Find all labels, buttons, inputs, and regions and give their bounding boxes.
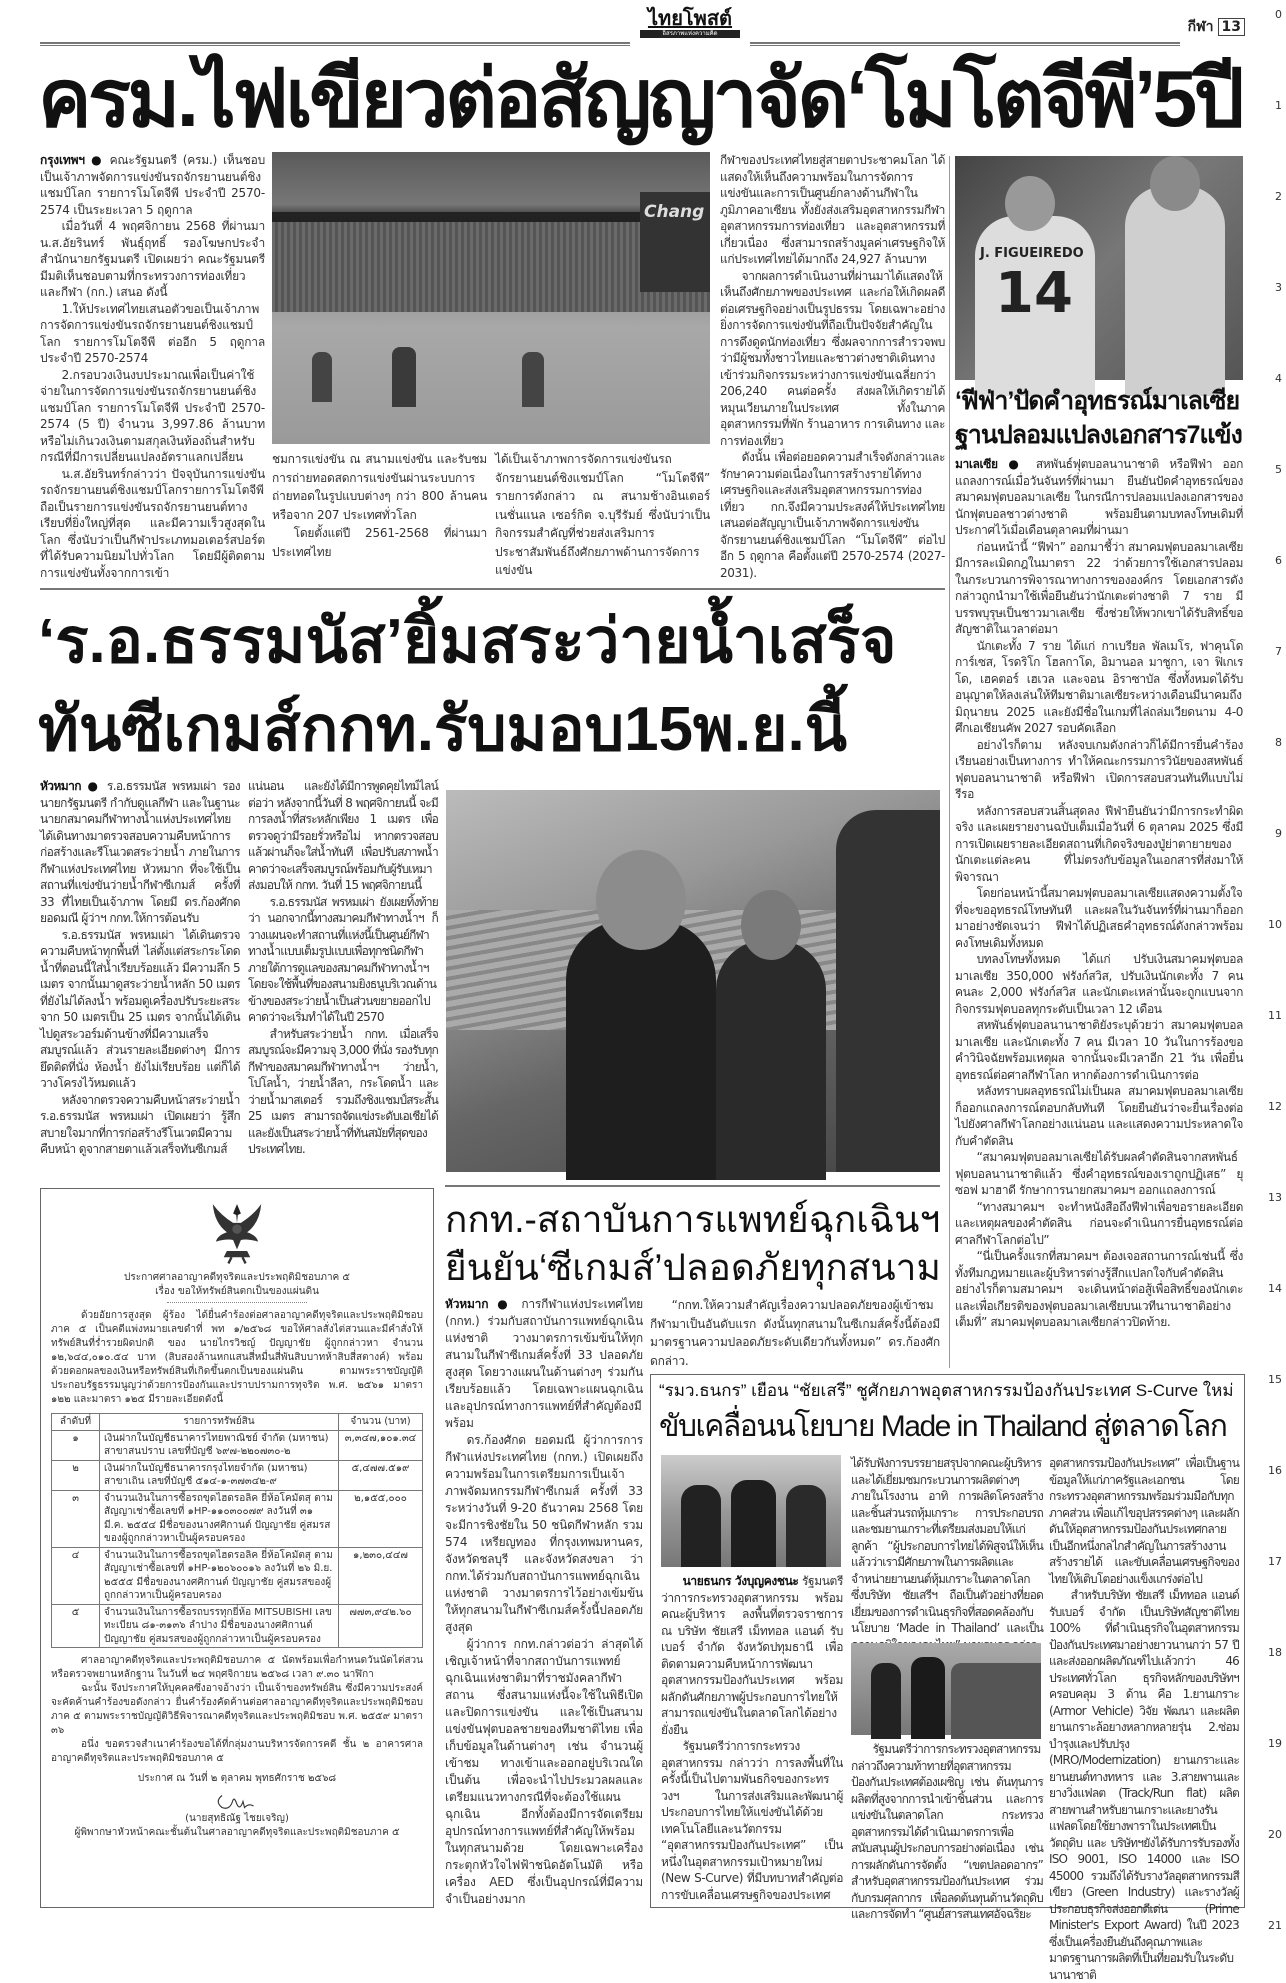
pool-col-1: หัวหมาก ● ร.อ.ธรรมนัส พรหมเผ่า รองนายกรัฐมนตรี กำกับดูแลกีฬา และในฐานะนายกสมาคมกีฬาทางน้ำแห่งประเทศไทย ได้เดินทางมาตรวจสอบความคืบหน้าการก่อสร้างและรีโนเวตสระว่ายน้ำ ภายในการกีฬาแห่งประเทศไทย หัวหมาก ที่จะใช้เป็นสถานที่แข่งขันว่ายน้ำกีฬาซีเกมส์ ครั้งที่ 33 ที่ไทยเป็นเจ้าภาพ โดยมี ดร.ก้องศักด ยอดมณี ผู้ว่าฯ กกท.ให้การต้อนรับ ร.อ.ธรรมนัส พรหมเผ่า ได้เดินตรวจความคืบหน้าทุกพื้นที่ ไล่ตั้งแต่สระกระโดดน้ำที่ตอนนี้ใส่น้ำเรียบร้อยแล้ว มีความลึก 5 เมตร จากนั้นมาดูสระว่ายน้ำหลัก 50 เมตร ที่ยังไม่ได้ลงน้ำ พร้อมดูเครื่องปรับระยะสระจาก 50 เมตรเป็น 25 เมตร จากนั้นได้เดินไปดูสระวอร์มด้านข้างที่มีความเสร็จสมบูรณ์แล้ว ส่วนรายละเอียดต่างๆ มีการยึดติดที่นั่ง ห้องน้ำ ยังไม่เรียบร้อย แต่ก็ได้วางโครงไว้หมดแล้ว หลังจากตรวจความคืบหน้าสระว่ายน้ำ ร.อ.ธรรมนัส พรหมเผ่า เปิดเผยว่า รู้สึกสบายใจมากที่การก่อสร้างรีโนเวตมีความคืบหน้า ดูจากสายตาแล้วเสร็จทันซีเกมส์ — [40, 779, 241, 1156]
line-number: 20 — [1268, 1828, 1282, 1841]
line-number: 3 — [1275, 281, 1282, 294]
masthead-rule — [40, 42, 630, 46]
asset-item: จำนวนเงินในการซื้อรถบรรทุกยี่ห้อ MITSUBISHI เลขทะเบียน ๘๑-๓๑๓๖ ลำปาง มีชื่อของนางศศิกานต์ ปัญญาชัย คู่สมรสของผู้ถูกกล่าวหาเป็นผู้ครอบครอง — [100, 1604, 339, 1648]
table-row — [52, 1460, 423, 1490]
line-number: 13 — [1268, 1191, 1282, 1204]
pool-headline: ‘ร.อ.ธรรมนัส’ยิ้มสระว่ายน้ำเสร็จ ทันซีเกมส์กกท.รับมอบ15พ.ย.นี้ — [38, 607, 897, 764]
asset-item: จำนวนเงินในการซื้อรถขุดไฮดรอลิค ยี่ห้อโคมัตสุ ตามสัญญาเช่าซื้อเลขที่ ๑HP-๑๒๐๖๐๐๑๖ ลงวันที่ ๒๖ มิ.ย. ๒๕๕๕ มีชื่อของนางศศิกานต์ ปัญญาชัย คู่สมรสของผู้ถูกกล่าวหาเป็นผู้ครอบครอง — [100, 1547, 339, 1604]
line-number: 18 — [1268, 1646, 1282, 1659]
medical-col-2: “กกท.ให้ความสำคัญเรื่องความปลอดภัยของผู้เข้าชมกีฬามาเป็นอันดับแรก ดังนั้นทุกสนามในซีเกมส์ครั้งนี้ต้องมีมาตรฐานความปลอดภัยระดับเดียวกันทั้งหมด” ดร.ก้องศักดกล่าว. — [650, 1298, 940, 1368]
main-headline: ครม.ไฟเขียวต่อสัญญาจัด‘โมโตจีพี’5ปี — [38, 54, 1242, 143]
motogp-col-1: กรุงเทพฯ ● คณะรัฐมนตรี (ครม.) เห็นชอบเป็นเจ้าภาพจัดการแข่งขันรถจักรยานยนต์ชิงแชมป์โลก รายการโมโตจีพี ประจำปี 2570-2574 เป็นระยะเวลา 5 ฤดูกาล เมื่อวันที่ 4 พฤศจิกายน 2568 ที่ผ่านมา น.ส.อัยรินทร์ พันธุ์ฤทธิ์ รองโฆษกประจำสำนักนายกรัฐมนตรี เปิดเผยว่า คณะรัฐมนตรีมีมติเห็นชอบตามที่กระทรวงการท่องเที่ยวและกีฬา (กก.) เสนอ ดังนี้ 1.ให้ประเทศไทยเสนอตัวขอเป็นเจ้าภาพการจัดการแข่งขันรถจักรยานยนต์ชิงแชมป์โลก รายการโมโตจีพี ต่ออีก 5 ฤดูกาล ประจำปี 2570-2574 2.กรอบวงเงินงบประมาณเพื่อเป็นค่าใช้จ่ายในการจัดการแข่งขันรถจักรยานยนต์ชิงแชมป์โลก รายการโมโตจีพี ประจำปี 2570-2574 (5 ปี) จำนวน 3,997.86 ล้านบาท หรือไม่เกินวงเงินตามสกุลเงินท้องถิ่นสำหรับกรณีที่มีการเปลี่ยนแปลงอัตราแลกเปลี่ยน น.ส.อัยรินทร์กล่าวว่า ปัจจุบันการแข่งขันรถจักรยานยนต์ชิงแชมป์โลกรายการโมโตจีพี ถือเป็นรายการแข่งขันรถจักรยานยนต์ทางเรียบที่ยิ่งใหญ่ที่สุด และมีความเร็วสูงสุดในโลก ซึ่งนับว่าเป็นกีฬาประเภทมอเตอร์สปอร์ตที่ได้รับความนิยมไปทั่วโลก โดยมีผู้ติดตามการแข่งขันทั้งจากการเข้า — [40, 153, 265, 580]
pool-inspection-photo — [446, 790, 940, 1172]
football-players-photo — [955, 156, 1243, 380]
asset-no: ๕ — [52, 1604, 100, 1648]
line-number: 14 — [1268, 1282, 1282, 1295]
industry-col-2b: รัฐมนตรีว่าการกระทรวงอุตสาหกรรม กล่าวถึงความท้าทายที่อุตสาหกรรมป้องกันประเทศต้องเผชิญ เช่น ต้นทุนการผลิตที่สูงจากการนำเข้าชิ้นส่วน และการแข่งขันในตลาดโลก กระทรวงอุตสาหกรรมได้ดำเนินมาตรการเพื่อสนับสนุนผู้ประกอบการอย่างต่อเนื่อง เช่น การผลักดันการจัดตั้ง “เขตปลอดอากร” สำหรับอุตสาหกรรมป้องกันประเทศ ร่วมกับกรมศุลกากร เพื่อลดต้นทุนด้านวัตถุดิบ และการจัดทำ “ศูนย์สารสนเทศอัจฉริยะ — [851, 1742, 1043, 1921]
industry-kicker: “รมว.ธนกร” เยือน “ชัยเสรี” ชูศักยภาพอุตสาหกรรมป้องกันประเทศ S-Curve ใหม่ — [659, 1381, 1234, 1400]
fifa-headline: ‘ฟีฟ่า’ปัดคำอุทธรณ์มาเลเซีย ฐานปลอมแปลงเอกสาร7แข้ง — [955, 387, 1242, 449]
line-number: 7 — [1275, 645, 1282, 658]
garuda-emblem-icon — [209, 1201, 265, 1265]
factory-visit-photo-2 — [851, 1643, 1041, 1735]
line-number: 1 — [1275, 99, 1282, 112]
motogp-col-3: ได้เป็นเจ้าภาพการจัดการแข่งขันรถจักรยานยนต์ชิงแชมป์โลก “โมโตจีพี” รายการดังกล่าว ณ สนามช้างอินเตอร์เนชั่นแนล เซอร์กิต จ.บุรีรัมย์ ซึ่งนับว่าเป็นกิจกรรมสำคัญที่ช่วยส่งเสริมการประชาสัมพันธ์ถึงศักยภาพด้านการจัดการแข่งขัน — [495, 452, 710, 577]
line-number: 19 — [1268, 1737, 1282, 1750]
line-number: 4 — [1275, 372, 1282, 385]
industry-col-2a: ได้รับฟังการบรรยายสรุปจากคณะผู้บริหาร และได้เยี่ยมชมกระบวนการผลิตต่างๆ ภายในโรงงาน อาทิ การผลิตโครงสร้างและชิ้นส่วนรถหุ้มเกราะ การประกอบรถ และชมยานเกราะที่เตรียมส่งมอบให้แก่ลูกค้า “ผู้ประกอบการไทยได้พิสูจน์ให้เห็นแล้วว่าเรามีศักยภาพในการผลิตและจำหน่ายยานยนต์หุ้มเกราะในตลาดโลก ซึ่งบริษัท ชัยเสรีฯ ถือเป็นตัวอย่างที่ยอดเยี่ยมของการดำเนินธุรกิจที่สอดคล้องกับนโยบาย ‘Made in Thailand’ และเป็น — [851, 1456, 1043, 1635]
industry-headline: ขับเคลื่อนนโยบาย Made in Thailand สู่ตลาดโลก — [659, 1410, 1227, 1443]
fifa-body: มาเลเซีย ● สหพันธ์ฟุตบอลนานาชาติ หรือฟีฟ่า ออกแถลงการณ์เมื่อวันจันทร์ที่ผ่านมา ยืนยันปัดคำอุทธรณ์ของสมาคมฟุตบอลมาเลเซีย ในกรณีการปลอมแปลงเอกสารของนักฟุตบอลชาวต่างชาติ พร้อมยืนตามบทลงโทษเดิมที่ประกาศไว้เมื่อเดือนตุลาคมที่ผ่านมา ก่อนหน้านี้ “ฟีฟ่า” ออกมาชี้ว่า สมาคมฟุตบอลมาเลเซีย มีการละเมิดกฎในมาตรา 22 ว่าด้วยการใช้เอกสารปลอม ในกระบวนการพิจารณาทางการขององค์กร โดยเอกสารดังกล่าวถูกนำมาใช้เพื่อยืนยันว่านักเตะต่างชาติ 7 ราย มีบรรพบุรุษเป็นชาวมาเลเซีย ซึ่งช่วยให้พวกเขาได้รับสิทธิ์ขอสัญชาติในเวลาต่อมา นักเตะทั้ง 7 ราย ได้แก่ กาเบรียล พัลเมโร, ฟาคุนโด การ์เซส, โรดริโก โฮลกาโด, อิมานอล มาชูกา, เจา ฟิเกเรโด, เฮคตอร์ เฮเวล และจอน อิราซาบัล ซึ่งทั้งหมดได้รับอนุญาตให้ลงเล่นให้ทีมชาติมาเลเซียระหว่างเดือนมีนาคมถึงมิถุนายน 2025 และยังมีชื่อในเกมที่ไล่ถล่มเวียดนาม 4-0 ศึกเอเชียนคัพ 2027 รอบคัดเลือก อย่างไรก็ตาม หลังจบเกมดังกล่าวก็ได้มีการยื่นคำร้องเรียนอย่างเป็นทางการ ทำให้คณะกรรมการวินัยของสหพันธ์ฟุตบอลนานาชาติ หรือฟีฟ่า เปิดการสอบสวนทันทีแบบไม่รีรอ หลังการสอบสวนสิ้นสุดลง ฟีฟ่ายืนยันว่ามีการกระทำผิดจริง และเผยรายงานฉบับเต็มเมื่อวันที่ 6 ตุลาคม 2025 ซึ่งมีการเปิดเผยรายละเอียดสถานที่เกิดจริงของปู่ย่าตายายของนักเตะแต่ละคน ที่ไม่ตรงกับข้อมูลในเอกสารที่ส่งมาให้พิจารณา โดยก่อนหน้านี้สมาคมฟุตบอลมาเลเซียแสดงความตั้งใจที่จะขออุทธรณ์โทษทันที และผลในวันจันทร์ที่ผ่านมาก็ออกมาอย่างชัดเจนว่า ฟีฟ่าได้ปฏิเสธคำอุทธรณ์ดังกล่าวพร้อมคงโทษเดิมทั้งหมด บทลงโทษทั้งหมด ได้แก่ ปรับเงินสมาคมฟุตบอลมาเลเซีย 350,000 ฟรังก์สวิส, ปรับเงินนักเตะทั้ง 7 คน คนละ 2,000 ฟรังก์สวิส และนักเตะเหล่านั้นจะถูกแบนจากกิจกรรมฟุตบอลทุกระดับเป็นเวลา 12 เดือน สหพันธ์ฟุตบอลนานาชาติยังระบุด้วยว่า สมาคมฟุตบอลมาเลเซีย และนักเตะทั้ง 7 คน มีเวลา 10 วันในการร้องขอคำวินิจฉัยพร้อมเหตุผล จากนั้นจะมีเวลาอีก 21 วัน เพื่อยื่นอุทธรณ์ต่อศาลกีฬาโลก หากต้องการดำเนินการต่อ หลังทราบผลอุทธรณ์ไม่เป็นผล สมาคมฟุตบอลมาเลเซียก็ออกแถลงการณ์ตอบกลับทันที โดยยืนยันว่าจะยื่นเรื่องต่อไปยังศาลกีฬาโลกอย่างแน่นอน และแสดงความประหลาดใจกับคำตัดสิน “สมาคมฟุตบอลมาเลเซียได้รับผลคำตัดสินจากสหพันธ์ฟุตบอลนานาชาติแล้ว ซึ่งคำอุทธรณ์ของเราถูกปฏิเสธ” ยุซอฟ มาฮาดี รักษาการนายกสมาคมฯ ออกแถลงการณ์ “ทางสมาคมฯ จะทำหนังสือถึงฟีฟ่าเพื่อขอรายละเอียดและเหตุผลของคำตัดสิน ก่อนจะดำเนินการยื่นอุทธรณ์ต่อศาลกีฬาโลกต่อไป” “นี่เป็นครั้งแรกที่สมาคมฯ ต้องเจอสถานการณ์เช่นนี้ ซึ่งทั้งทีมกฎหมายและผู้บริหารต่างรู้สึกแปลกใจกับคำตัดสิน อย่างไรก็ตามสมาคมฯ จะเดินหน้าต่อสู้เพื่อสิทธิ์ของนักเตะ และเพื่อเกียรติของฟุตบอลมาเลเซียบนเวทีนานาชาติอย่างเต็มที่” สมาคมฟุตบอลมาเลเซียกล่าวปิดท้าย. — [955, 457, 1243, 1329]
jersey-name: J. FIGUEIREDO — [980, 246, 1084, 261]
line-number: 12 — [1268, 1100, 1282, 1113]
masthead — [40, 8, 1245, 48]
masthead-rule — [750, 42, 1180, 46]
table-row — [52, 1604, 423, 1648]
factory-visit-photo-1 — [661, 1455, 841, 1567]
sponsor-banner: Chang — [640, 192, 710, 292]
industry-col-3: อุตสาหกรรมป้องกันประเทศ” เพื่อเป็นฐานข้อมูลให้แก่ภาครัฐและเอกชน โดยกระทรวงอุตสาหกรรมพร้อมร่วมมือกับทุกภาคส่วน เพื่อแก้ไขอุปสรรคต่างๆ และผลักดันให้อุตสาหกรรมป้องกันประเทศกลายเป็นอีกหนึ่งกลไกสำคัญในการสร้างงาน สร้างรายได้ และขับเคลื่อนเศรษฐกิจของไทยให้เติบโตอย่างแข็งแกร่งต่อไป สำหรับบริษัท ชัยเสรี เม็ททอล แอนด์ รับเบอร์ จำกัด เป็นบริษัทสัญชาติไทย 100% ที่ดำเนินธุรกิจในอุตสาหกรรมป้องกันประเทศมาอย่างยาวนานกว่า 57 ปี และส่งออกผลิตภัณฑ์ไปแล้วกว่า 46 ประเทศทั่วโลก ธุรกิจหลักของบริษัทฯ ครอบคลุม 3 ด้าน คือ 1.ยานเกราะ (Armor Vehicle) วิจัย พัฒนา และผลิตยานเกราะล้อยางหลากหลายรุ่น 2.ซ่อมบำรุงและปรับปรุง (MRO/Modernization) ยานเกราะและยานยนต์ทางทหาร และ 3.สายพานและยางวิ่งแฟลต (Track/Run flat) ผลิตสายพานสำหรับยานเกราะและยางรันแฟลตโดยใช้ยางพาราในประเทศเป็นวัตถุดิบ และ บริษัทฯยังได้รับการรับรองทั้ง ISO 9001, ISO 14000 และ ISO 45000 รวมถึงได้รับรางวัลอุตสาหกรรมสีเขียว (Green Industry) และรางวัลผู้ประกอบธุรกิจส่งออกดีเด่น (Prime Minister's Export Award) ในปี 2023 ซึ่งเป็นเครื่องยืนยันถึงคุณภาพและมาตรฐานการผลิตที่เป็นที่ยอมรับในระดับนานาชาติ — [1049, 1456, 1239, 1982]
asset-no: ๓ — [52, 1490, 100, 1547]
line-number: 10 — [1268, 918, 1282, 931]
caption-name: นายธนกร วังบุญคงชนะ — [682, 1574, 799, 1588]
line-number: 0 — [1275, 8, 1282, 21]
motogp-col-2: ชมการแข่งขัน ณ สนามแข่งขัน และรับชมการถ่ายทอดสดการแข่งขันผ่านระบบการถ่ายทอดในรูปแบบต่างๆ กว่า 800 ล้านคน หรือจาก 207 ประเทศทั่วโลก โดยตั้งแต่ปี 2561-2568 ที่ผ่านมา ประเทศไทย — [272, 452, 487, 559]
line-number: 9 — [1275, 827, 1282, 840]
signature — [202, 1788, 272, 1812]
line-number: 8 — [1275, 736, 1282, 749]
industry-col-1: นายธนกร วังบุญคงชนะ รัฐมนตรีว่าการกระทรวงอุตสาหกรรม พร้อมคณะผู้บริหาร ลงพื้นที่ตรวจราชการ ณ บริษัท ชัยเสรี เม็ททอล แอนด์ รับเบอร์ จำกัด จังหวัดปทุมธานี เพื่อติดตามความคืบหน้าการพัฒนาอุตสาหกรรมป้องกันประเทศ พร้อมผลักดันศักยภาพผู้ประกอบการไทยให้สามารถแข่งขันในตลาดโลกได้อย่างยั่งยืน รัฐมนตรีว่าการกระทรวงอุตสาหกรรม กล่าวว่า การลงพื้นที่ในครั้งนี้เป็นไปตามพันธกิจของกระทรวงฯ ในการส่งเสริมและพัฒนาผู้ประกอบการไทยให้แข่งขันได้ด้วยเทคโนโลยีและนวัตกรรม “อุตสาหกรรมป้องกันประเทศ” เป็นหนึ่งในอุตสาหกรรมเป้าหมายใหม่ (New S-Curve) ที่มีบทบาทสำคัญต่อการขับเคลื่อนเศรษฐกิจของประเทศ — [661, 1574, 843, 1902]
table-row — [52, 1490, 423, 1547]
page-number: 13 — [1218, 18, 1245, 36]
industry-story-box — [650, 1374, 1245, 1982]
asset-amount: ๑,๒๓๐,๔๔๗ — [339, 1547, 423, 1604]
asset-amount: ๓,๓๔๗,๑๐๑.๓๔ — [339, 1430, 423, 1460]
asset-amount: ๗๗๓,๙๔๒.๖๐ — [339, 1604, 423, 1648]
line-number: 5 — [1275, 463, 1282, 476]
line-number: 16 — [1268, 1464, 1282, 1477]
line-number: 15 — [1268, 1373, 1282, 1386]
line-number: 6 — [1275, 554, 1282, 567]
asset-no: ๑ — [52, 1430, 100, 1460]
motogp-col-4: กีฬาของประเทศไทยสู่สายตาประชาคมโลก ได้แสดงให้เห็นถึงความพร้อมในการจัดการแข่งขันและการเป็นศูนย์กลางด้านกีฬาในภูมิภาคอาเซียน ทั้งยังส่งเสริมอุตสาหกรรมกีฬา อุตสาหกรรมการท่องเที่ยว และอุตสาหกรรมที่เกี่ยวเนื่อง ซึ่งสามารถสร้างมูลค่าเศรษฐกิจให้แก่ประเทศไทยได้มากถึง 24,927 ล้านบาท จากผลการดำเนินงานที่ผ่านมาได้แสดงให้เห็นถึงศักยภาพของประเทศ และก่อให้เกิดผลดีต่อเศรษฐกิจอย่างเป็นรูปธรรม โดยเฉพาะอย่างยิ่งการจัดการแข่งขันที่ถือเป็นปัจจัยสำคัญในการดึงดูดนักท่องเที่ยว ซึ่งผลจากการสำรวจพบว่ามีผู้ชมทั้งชาวไทยและชาวต่างชาติเดินทางเข้าร่วมกิจกรรมระหว่างการแข่งขันเฉลี่ยกว่า 206,240 คนต่อครั้ง ส่งผลให้เกิดรายได้หมุนเวียนภายในประเทศ ทั้งในภาคอุตสาหกรรมที่พัก ร้านอาหาร การเดินทาง และการท่องเที่ยว ดังนั้น เพื่อต่อยอดความสำเร็จดังกล่าวและรักษาความต่อเนื่องในการสร้างรายได้ทางเศรษฐกิจและส่งเสริมอุตสาหกรรมการท่องเที่ยว กก.จึงมีความประสงค์ให้ประเทศไทยเสนอต่อสัญญาเป็นเจ้าภาพจัดการแข่งขันจักรยานยนต์ชิงแชมป์โลก “โมโตจีพี” ต่อไปอีก 5 ฤดูกาล คือตั้งแต่ปี 2570-2574 (2027-2031). — [720, 153, 945, 580]
medical-col-1: หัวหมาก ● การกีฬาแห่งประเทศไทย (กกท.) ร่วมกับสถาบันการแพทย์ฉุกเฉินแห่งชาติ วางมาตรการเข้มข้นให้ทุกสนามในกีฬาซีเกมส์ครั้งที่ 33 ปลอดภัยสูงสุด โดยวางแผนในด้านต่างๆ ร่วมกันเรียบร้อยแล้ว โดยเฉพาะแผนฉุกเฉิน และอุปกรณ์ทางการแพทย์ที่สำคัญต้องมีพร้อม ดร.ก้องศักด ยอดมณี ผู้ว่าการการกีฬาแห่งประเทศไทย (กกท.) เปิดเผยถึงความพร้อมในการเตรียมการเป็นเจ้าภาพจัดมหกรรมกีฬาซีเกมส์ ครั้งที่ 33 ระหว่างวันที่ 9-20 ธันวาคม 2568 โดยจะมีการชิงชัยใน 50 ชนิดกีฬาหลัก รวม 574 เหรียญทอง ที่กรุงเทพมหานคร, จังหวัดชลบุรี และจังหวัดสงขลา ว่า กกท.ได้ร่วมกับสถาบันการแพทย์ฉุกเฉินแห่งชาติ วางมาตรการไว้อย่างเข้มข้นให้ทุกสนามในกีฬาซีเกมส์ครั้งนี้ปลอดภัยสูงสุด ผู้ว่าการ กกท.กล่าวต่อว่า ล่าสุดได้เชิญเจ้าหน้าที่จากสถาบันการแพทย์ฉุกเฉินแห่งชาติมาที่ราชมังคลากีฬาสถาน ซึ่งสนามแห่งนี้จะใช้ในพิธีเปิดและปิดการแข่งขัน และใช้เป็นสนามแข่งขันฟุตบอลชายของทีมชาติไทย เพื่อเก็บข้อมูลในด้านต่างๆ เช่น จำนวนผู้เข้าชม ทางเข้าและออกอยู่บริเวณใด เป็นต้น เพื่อจะนำไปประมวลผลและเตรียมแนวทางกรณีที่จะต้องใช้แผนฉุกเฉิน อีกทั้งต้องมีการจัดเตรียมอุปกรณ์ทางการแพทย์ที่สำคัญให้พร้อมในทุกสนามด้วย โดยเฉพาะเครื่องกระตุกหัวใจไฟฟ้าชนิดอัตโนมัติ หรือเครื่อง AED ซึ่งเป็นอุปกรณ์ที่มีความจำเป็นอย่างมาก — [445, 1297, 643, 1906]
section-divider — [445, 1185, 940, 1187]
assets-table: ลำดับที่ รายการทรัพย์สิน จำนวน (บาท) ๑ เงินฝากในบัญชีธนาคารไทยพาณิชย์ จำกัด (มหาชน) สาขาสนปราบ เลขที่บัญชี ๖๙๗-๒๒๐๗๓๐-๒ ๓,๓๔๗,๑๐๑.๓๔ ๒ เงินฝากในบัญชีธนาคารกรุงไทยจำกัด (มหาชน) สาขาเถิน เลขที่บัญชี ๕๑๔-๑-๓๗๓๔๒-๙ ๕,๔๗๗.๕๑๙ ๓ จำนวนเงินในการซื้อรถขุดไฮดรอลิค ยี่ห้อโคมัตสุ ตามสัญญาเช่าซื้อเลขที่ ๑HP-๑๑๐๓๐๐๗๙ ลงวันที่ ๓๑ มี.ค. ๒๕๕๔ มีชื่อของนางศศิกานต์ ปัญญาชัย คู่สมรสของผู้ถูกกล่าวหาเป็นผู้ครอบครอง ๒,๑๕๕,๐๐๐ ๔ จำนวนเงินในการซื้อรถขุดไฮดรอลิค ยี่ห้อโคมัตสุ ตามสัญญาเช่าซื้อเลขที่ ๑HP-๑๒๐๖๐๐๑๖ ลงวันที่ ๒๖ มิ.ย. ๒๕๕๕ มีชื่อของนางศศิกานต์ ปัญญาชัย คู่สมรสของผู้ถูกกล่าวหาเป็นผู้ครอบครอง ๑,๒๓๐,๔๔๗ ๕ จำนวนเงินในการซื้อรถบรรทุกยี่ห้อ MITSUBISHI เลขทะเบียน ๘๑-๓๑๓๖ ลำปาง มีชื่อของนางศศิกานต์ ปัญญาชัย คู่สมรสของผู้ถูกกล่าวหาเป็นผู้ครอบครอง ๗๗๓,๙๔๒.๖๐ — [51, 1413, 423, 1648]
masthead-logo: ไทยโพสต์ อิสรภาพแห่งความคิด — [640, 8, 740, 38]
asset-amount: ๒,๑๕๕,๐๐๐ — [339, 1490, 423, 1547]
motogp-circuit-photo — [272, 152, 710, 444]
asset-item: เงินฝากในบัญชีธนาคารไทยพาณิชย์ จำกัด (มหาชน) สาขาสนปราบ เลขที่บัญชี ๖๙๗-๒๒๐๗๓๐-๒ — [100, 1430, 339, 1460]
legal-notice: ประกาศศาลอาญาคดีทุจริตและประพฤติมิชอบภาค ๕ เรื่อง ขอให้ทรัพย์สินตกเป็นของแผ่นดิน ด้วยอัยการสูงสุด ผู้ร้อง ได้ยื่นคำร้องต่อศาลอาญาคดีทุจริตและประพฤติมิชอบภาค ๕ เป็นคดีแพ่งหมายเลขดำที่ พท ๑/๒๕๖๘ ขอให้ศาลสั่งไต่สวนและมีคำสั่งให้ทรัพย์สินที่ร่ำรวยผิดปกติ ของ นายไกรวิชญ์ ปัญญาชัย ผู้ถูกกล่าวหา จำนวน ๑๒,๖๔๔,๐๑๐.๕๔ บาท (สิบสองล้านหกแสนสี่หมื่นสี่พันสิบบาทห้าสิบสี่สตางค์) พร้อมด้วยดอกผลของเงินหรือทรัพย์สินที่เกิดขึ้นตกเป็นของแผ่นดิน ตามพระราชบัญญัติประกอบรัฐธรรมนูญว่าด้วยการป้องกันและปราบปรามการทุจริต พ.ศ. ๒๕๖๑ มาตรา ๑๒๒ และมาตรา ๑๒๕ มีรายละเอียดดังนี้ ลำดับที่ รายการทรัพย์สิน จำนวน (บาท) ๑ เงินฝากในบัญชีธนาคารไทยพาณิชย์ จำกัด (มหาชน) สาขาสนปราบ เลขที่บัญชี ๖๙๗-๒๒๐๗๓๐-๒ ๓,๓๔๗,๑๐๑.๓๔ ๒ เงินฝากในบัญชีธนาคารกรุงไทยจำกัด (มหาชน) สาขาเถิน เลขที่บัญชี ๕๑๔-๑-๓๗๓๔๒-๙ ๕,๔๗๗.๕๑๙ ๓ จำนวนเงินในการซื้อรถขุดไฮดรอลิค ยี่ห้อโคมัตสุ ตามสัญญาเช่าซื้อเลขที่ ๑HP-๑๑๐๓๐๐๗๙ ลงวันที่ ๓๑ มี.ค. ๒๕๕๔ มีชื่อของนางศศิกานต์ ปัญญาชัย คู่สมรสของผู้ถูกกล่าวหาเป็นผู้ครอบครอง ๒,๑๕๕,๐๐๐ ๔ จำนวนเงินในการซื้อรถขุดไฮดรอลิค ยี่ห้อโคมัตสุ ตามสัญญาเช่าซื้อเลขที่ ๑HP-๑๒๐๖๐๐๑๖ ลงวันที่ ๒๖ มิ.ย. ๒๕๕๕ มีชื่อของนางศศิกานต์ ปัญญาชัย คู่สมรสของผู้ถูกกล่าวหาเป็นผู้ครอบครอง ๑,๒๓๐,๔๔๗ ๕ จำนวนเงินในการซื้อรถบรรทุกยี่ห้อ MITSUBISHI เลขทะเบียน ๘๑-๓๑๓๖ ลำปาง มีชื่อของนางศศิกานต์ ปัญญาชัย คู่สมรสของผู้ถูกกล่าวหาเป็นผู้ครอบครอง ๗๗๓,๙๔๒.๖๐ ศาลอาญาคดีทุจริตและประพฤติมิชอบภาค ๕ นัดพร้อมเพื่อกำหนดวันนัดไต่สวนหรือตรวจพยานหลักฐาน ในวันที่ ๒๔ พฤศจิกายน ๒๕๖๘ เวลา ๙.๓๐ นาฬิกา ฉะนั้น จึงประกาศให้บุคคลซึ่งอาจอ้างว่า เป็นเจ้าของทรัพย์สิน ซึ่งมีความประสงค์จะคัดค้านคำร้องขอดังกล่าว ยื่นคำร้องคัดค้านต่อศาลอาญาคดีทุจริตและประพฤติมิชอบภาค ๕ ตามพระราชบัญญัติวิธีพิจารณาคดีทุจริตและประพฤติมิชอบ พ.ศ. ๒๕๕๙ มาตรา ๓๖ อนึ่ง ขอตรวจสำเนาคำร้องขอได้ที่กลุ่มงานบริหารจัดการคดี ชั้น ๒ อาคารศาลอาญาคดีทุจริตและประพฤติมิชอบภาค ๕ ประกาศ ณ วันที่ ๒ ตุลาคม พุทธศักราช ๒๕๖๘ (นายสุทธิณัฐ ไชยเจริญ) ผู้พิพากษาหัวหน้าคณะชั้นต้นในศาลอาญาคดีทุจริตและประพฤติมิชอบภาค ๕ — [40, 1188, 434, 1908]
line-number: 17 — [1268, 1555, 1282, 1568]
asset-item: เงินฝากในบัญชีธนาคารกรุงไทยจำกัด (มหาชน) สาขาเถิน เลขที่บัญชี ๕๑๔-๑-๓๗๓๔๒-๙ — [100, 1460, 339, 1490]
line-number: 21 — [1268, 1919, 1282, 1932]
table-row — [52, 1547, 423, 1604]
pool-col-2: แน่นอน และยังได้มีการพูดคุยไทม์ไลน์ต่อว่า หลังจากนี้วันที่ 8 พฤศจิกายนนี้ จะมีการลงน้ำที่สระหลักเพียง 1 เมตร เพื่อตรวจดูว่ามีรอยรั่วหรือไม่ หากตรวจสอบแล้วผ่านก็จะใส่น้ำทันที เพื่อปรับสภาพน้ำ คาดว่าจะเสร็จสมบูรณ์พร้อมกับผู้รับเหมาส่งมอบให้ กกท. วันที่ 15 พฤศจิกายนนี้ ร.อ.ธรรมนัส พรหมเผ่า ยังเผยทิ้งท้ายว่า นอกจากนี้ทางสมาคมกีฬาทางน้ำฯ ก็วางแผนจะทำสถานที่แห่งนี้เป็นศูนย์กีฬาทางน้ำแบบเต็มรูปแบบเพื่อทุกชนิดกีฬา ภายใต้การดูแลของสมาคมกีฬาทางน้ำฯ โดยจะใช้พื้นที่ของสนามยิงธนูบริเวณด้านข้างของสระว่ายน้ำเป็นส่วนขยายออกไป คาดว่าจะเริ่มทำได้ในปี 2570 สำหรับสระว่ายน้ำ กกท. เมื่อเสร็จสมบูรณ์จะมีความจุ 3,000 ที่นั่ง รองรับทุกกีฬาของสมาคมกีฬาทางน้ำฯ ว่ายน้ำ, โปโลน้ำ, ว่ายน้ำลีลา, กระโดดน้ำ และว่ายน้ำมาสเตอร์ รวมถึงชิงแชมป์สระสั้น 25 เมตร สามารถจัดแข่งระดับเอเชียได้ และยังเป็นสระว่ายน้ำที่ทันสมัยที่สุดของประเทศไทย. — [248, 779, 438, 1156]
asset-no: ๒ — [52, 1460, 100, 1490]
table-row — [52, 1430, 423, 1460]
section-divider — [40, 588, 945, 590]
line-number: 11 — [1268, 1009, 1282, 1022]
section-label: กีฬา 13 — [1188, 16, 1245, 38]
jersey-number: 14 — [995, 261, 1073, 326]
asset-no: ๔ — [52, 1547, 100, 1604]
medical-headline: กกท.-สถาบันการแพทย์ฉุกเฉินฯ ยืนยัน‘ซีเกมส์’ปลอดภัยทุกสนาม — [445, 1199, 941, 1288]
asset-item: จำนวนเงินในการซื้อรถขุดไฮดรอลิค ยี่ห้อโคมัตสุ ตามสัญญาเช่าซื้อเลขที่ ๑HP-๑๑๐๓๐๐๗๙ ลงวันที่ ๓๑ มี.ค. ๒๕๕๔ มีชื่อของนางศศิกานต์ ปัญญาชัย คู่สมรสของผู้ถูกกล่าวหาเป็นผู้ครอบครอง — [100, 1490, 339, 1547]
line-number: 2 — [1275, 190, 1282, 203]
column-divider — [949, 156, 950, 1368]
asset-amount: ๕,๔๗๗.๕๑๙ — [339, 1460, 423, 1490]
